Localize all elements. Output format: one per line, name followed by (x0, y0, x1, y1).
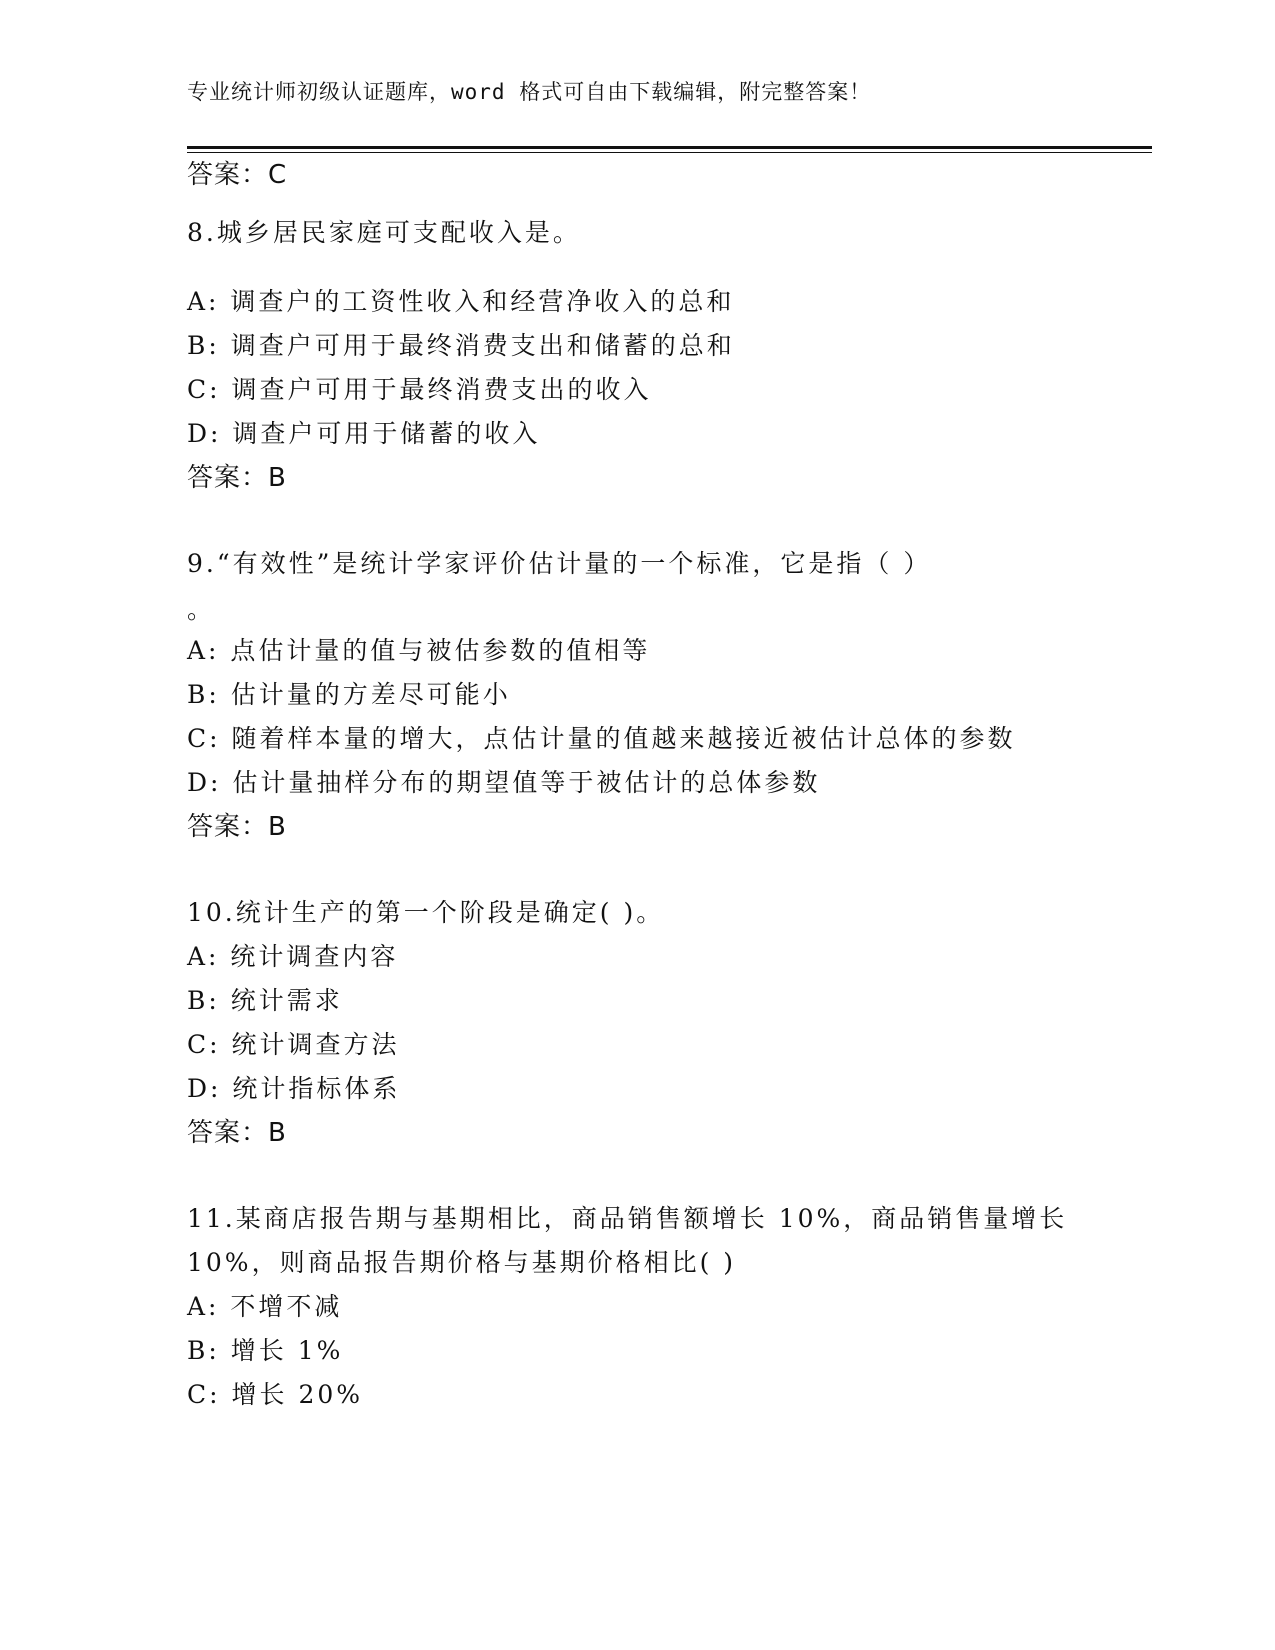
question-9-option-c: C: 随着样本量的增大，点估计量的值越来越接近被估计总体的参数 (187, 724, 1016, 753)
question-11-option-a: A: 不增不减 (187, 1292, 343, 1321)
question-9-stem: 9.“有效性”是统计学家评价估计量的一个标准，它是指（ ） (187, 549, 932, 578)
question-8-option-a: A: 调查户的工资性收入和经营净收入的总和 (187, 287, 735, 316)
question-10-option-a: A: 统计调查内容 (187, 942, 399, 971)
header-rule-thick (187, 146, 1152, 149)
question-11-stem-cont: 10%，则商品报告期价格与基期价格相比( ) (187, 1248, 737, 1277)
question-9-option-a: A: 点估计量的值与被估参数的值相等 (187, 636, 651, 665)
answer-prev: 答案：C (187, 160, 288, 190)
question-9-option-d: D: 估计量抽样分布的期望值等于被估计的总体参数 (187, 768, 821, 797)
question-8-stem: 8.城乡居民家庭可支配收入是。 (187, 218, 581, 247)
question-8-option-b: B: 调查户可用于最终消费支出和储蓄的总和 (187, 331, 735, 360)
question-11-stem: 11.某商店报告期与基期相比，商品销售额增长 10%，商品销售量增长 (187, 1204, 1068, 1233)
question-8-option-d: D: 调查户可用于储蓄的收入 (187, 419, 541, 448)
page-header: 专业统计师初级认证题库，word 格式可自由下载编辑，附完整答案！ (187, 80, 872, 104)
header-rule-thin (187, 152, 1152, 153)
question-10-stem: 10.统计生产的第一个阶段是确定( )。 (187, 898, 665, 927)
question-9-option-b: B: 估计量的方差尽可能小 (187, 680, 511, 709)
question-10-option-c: C: 统计调查方法 (187, 1030, 400, 1059)
question-9-stem-cont: 。 (187, 595, 216, 624)
question-8-answer: 答案：B (187, 463, 287, 493)
question-10-answer: 答案：B (187, 1118, 287, 1148)
question-8-option-c: C: 调查户可用于最终消费支出的收入 (187, 375, 652, 404)
question-11-option-b: B: 增长 1% (187, 1336, 344, 1365)
question-10-option-b: B: 统计需求 (187, 986, 343, 1015)
question-10-option-d: D: 统计指标体系 (187, 1074, 401, 1103)
question-11-option-c: C: 增长 20% (187, 1380, 364, 1409)
question-9-answer: 答案：B (187, 812, 287, 842)
